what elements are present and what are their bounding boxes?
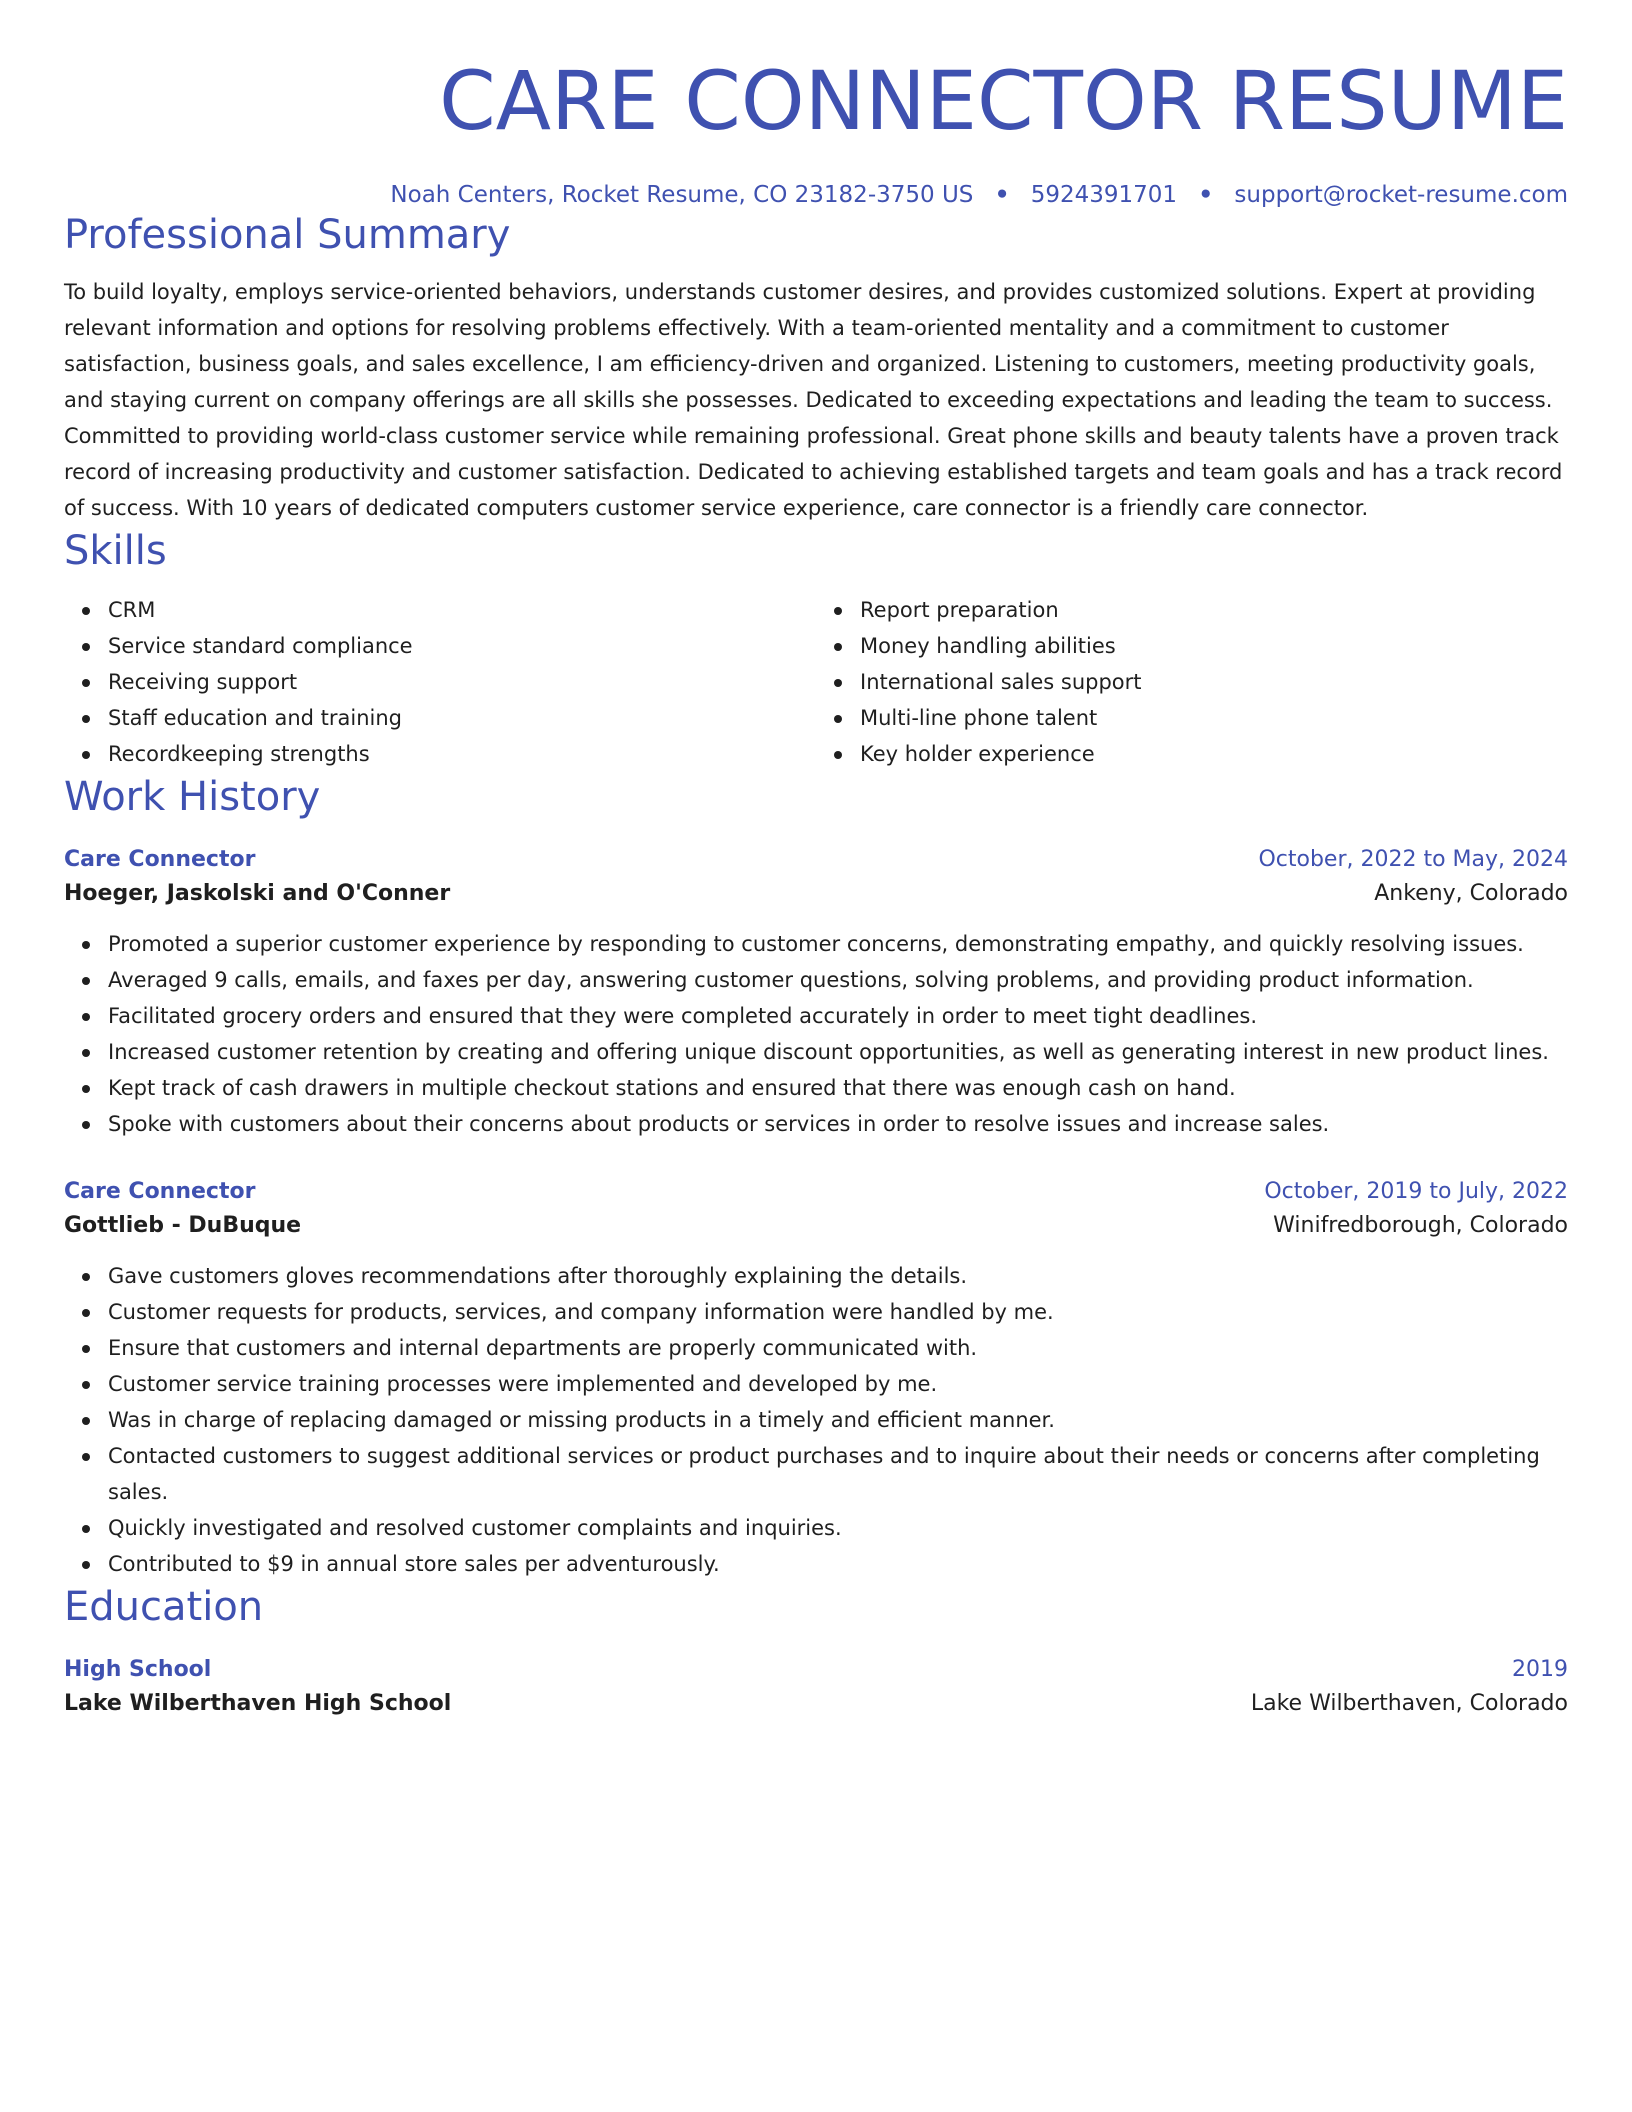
job-bullet: Spoke with customers about their concerns about products or services in order to resolve issues and increase sales. — [108, 1106, 1568, 1142]
contact-email: support@rocket-resume.com — [1234, 182, 1568, 208]
job-bullet: Facilitated grocery orders and ensured that they were completed accurately in order to meet tight deadlines. — [108, 998, 1568, 1034]
job-bullet: Kept track of cash drawers in multiple checkout stations and ensured that there was enough cash on hand. — [108, 1070, 1568, 1106]
job-bullets — [64, 926, 1568, 1142]
resume-page — [64, 0, 1568, 1722]
skill-item: Key holder experience — [860, 736, 1568, 772]
skill-item: Service standard compliance — [108, 628, 816, 664]
job-bullet: Contacted customers to suggest additional services or product purchases and to inquire about their needs or concerns after completing sales. — [108, 1438, 1568, 1510]
job-bullet: Contributed to $9 in annual store sales per adventurously. — [108, 1546, 1568, 1582]
job-bullets — [64, 1258, 1568, 1582]
job-location: Winifredborough, Colorado — [1273, 1213, 1568, 1238]
work-history-heading: Work History — [64, 774, 321, 820]
skill-item: Multi-line phone talent — [860, 700, 1568, 736]
job-company: Hoeger, Jaskolski and O'Conner — [64, 881, 451, 906]
skill-item: International sales support — [860, 664, 1568, 700]
education-degree: High School — [64, 1657, 212, 1682]
job-bullet: Was in charge of replacing damaged or missing products in a timely and efficient manner. — [108, 1402, 1568, 1438]
education-location: Lake Wilberthaven, Colorado — [1250, 1691, 1568, 1716]
resume-title: CARE CONNECTOR RESUME — [439, 55, 1568, 149]
job-entry — [64, 844, 1568, 1142]
job-role: Care Connector — [64, 847, 256, 872]
skills-column-right — [816, 592, 1568, 772]
education-header-row — [64, 1654, 1568, 1686]
job-bullet: Customer requests for products, services, and company information were handled by me. — [108, 1294, 1568, 1330]
job-company-row — [64, 1208, 1568, 1244]
job-bullet: Gave customers gloves recommendations after thoroughly explaining the details. — [108, 1258, 1568, 1294]
education-heading: Education — [64, 1584, 264, 1630]
contact-separator: • — [994, 182, 1010, 208]
job-bullet: Ensure that customers and internal departments are properly communicated with. — [108, 1330, 1568, 1366]
contact-phone: 5924391701 — [1030, 182, 1178, 208]
skill-item: Money handling abilities — [860, 628, 1568, 664]
skill-item: CRM — [108, 592, 816, 628]
job-company-row — [64, 876, 1568, 912]
job-dates: October, 2022 to May, 2024 — [1258, 847, 1568, 872]
job-bullet: Promoted a superior customer experience by responding to customer concerns, demonstrating empathy, and quickly resolving issues. — [108, 926, 1568, 962]
job-company: Gottlieb - DuBuque — [64, 1213, 302, 1238]
job-bullet: Quickly investigated and resolved customer complaints and inquiries. — [108, 1510, 1568, 1546]
job-header-row — [64, 844, 1568, 876]
job-location: Ankeny, Colorado — [1374, 881, 1568, 906]
skill-item: Staff education and training — [108, 700, 816, 736]
skill-item: Recordkeeping strengths — [108, 736, 816, 772]
contact-line — [64, 180, 1568, 210]
skill-item: Report preparation — [860, 592, 1568, 628]
job-bullet: Averaged 9 calls, emails, and faxes per day, answering customer questions, solving problems, and providing product information. — [108, 962, 1568, 998]
job-bullet: Increased customer retention by creating and offering unique discount opportunities, as well as generating interest in new product lines. — [108, 1034, 1568, 1070]
education-school: Lake Wilberthaven High School — [64, 1691, 452, 1716]
skills-heading: Skills — [64, 528, 167, 574]
skill-item: Receiving support — [108, 664, 816, 700]
job-bullet: Customer service training processes were implemented and developed by me. — [108, 1366, 1568, 1402]
skills-list — [64, 592, 1568, 772]
job-role: Care Connector — [64, 1179, 256, 1204]
job-entry — [64, 1176, 1568, 1582]
contact-address: Noah Centers, Rocket Resume, CO 23182-3750 US — [390, 182, 974, 208]
education-school-row — [64, 1686, 1568, 1722]
job-dates: October, 2019 to July, 2022 — [1264, 1179, 1568, 1204]
job-header-row — [64, 1176, 1568, 1208]
contact-separator: • — [1198, 182, 1214, 208]
skills-column-left — [64, 592, 816, 772]
education-entry — [64, 1654, 1568, 1722]
summary-text: To build loyalty, employs service-oriented behaviors, understands customer desires, and provides customized solutions. Expert at providing relevant information and options for resolving problems effectively. With a team-oriented mentality and a commitment to customer satisfaction, business goals, and sales excellence, I am efficiency-driven and organized. Listening to customers, meeting productivity goals, and staying current on company offerings are all skills she possesses. Dedicated to exceeding expectations and leading the team to success. Committed to providing world-class customer service while remaining professional. Great phone skills and beauty talents have a proven track record of increasing productivity and customer satisfaction. Dedicated to achieving established targets and team goals and has a track record of success. With 10 years of dedicated computers customer service experience, care connector is a friendly care connector. — [64, 280, 1563, 520]
education-year: 2019 — [1512, 1657, 1568, 1682]
summary-heading: Professional Summary — [64, 212, 511, 258]
